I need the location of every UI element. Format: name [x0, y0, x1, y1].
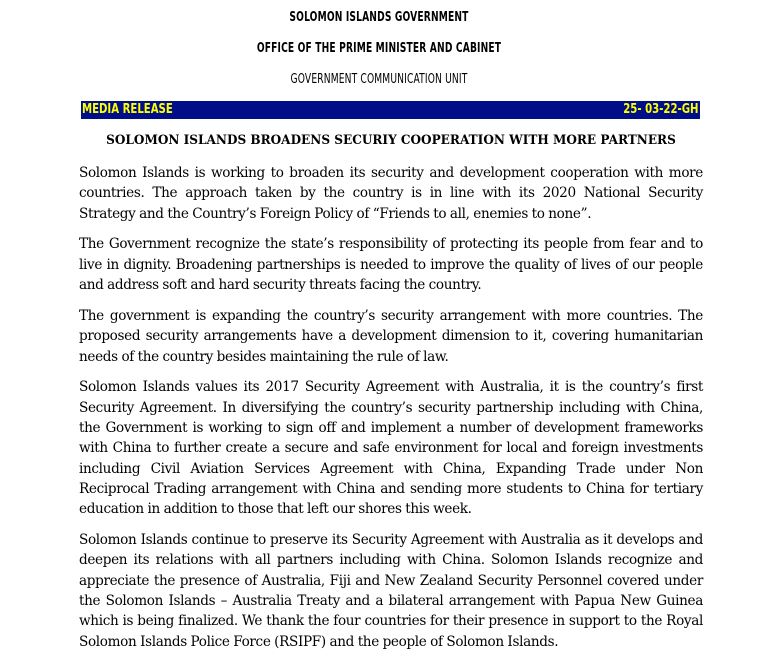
- body-paragraph: Solomon Islands values its 2017 Security Agreement with Australia, it is the country’s first Security Agreement. In diversifying the country’s security partnership including with China, the Government is working to sign off and implement a number of development frameworks with China to further create a secure and safe environment for local and foreign investments including Civil Aviation Services Agreement with China, Expanding Trade under Non Reciprocal Trading arrangement with China and sending more students to China for tertiary education in addition to those that left our shores this week.: [79, 379, 703, 518]
- office-heading: OFFICE OF THE PRIME MINISTER AND CABINET: [256, 41, 502, 56]
- body-paragraph: The government is expanding the country’s security arrangement with more countries. The proposed security arrangements have a development dimension to it, covering humanitarian needs of the country besides maintaining the rule of law.: [79, 307, 703, 365]
- media-release-banner: [81, 101, 700, 119]
- body-paragraph: Solomon Islands is working to broaden its security and development cooperation with more countries. The approach taken by the country is in line with its 2020 National Security Strategy and the Country’s Foreign Policy of “Friends to all, enemies to none”.: [79, 165, 703, 222]
- banner-label: MEDIA RELEASE: [82, 102, 173, 117]
- government-heading: SOLOMON ISLANDS GOVERNMENT: [289, 10, 469, 25]
- body-paragraph: The Government recognize the state’s responsibility of protecting its people from fear and to live in dignity. Broadening partnerships is needed to improve the quality of lives of our people and address soft and hard security threats facing the country.: [79, 236, 703, 294]
- banner-reference: 25- 03-22-GH: [623, 102, 699, 117]
- release-title: SOLOMON ISLANDS BROADENS SECURIY COOPERATION WITH MORE PARTNERS: [106, 133, 676, 148]
- unit-heading: GOVERNMENT COMMUNICATION UNIT: [290, 72, 468, 87]
- release-body: [79, 163, 703, 663]
- body-paragraph: Solomon Islands continue to preserve its Security Agreement with Australia as it develops and deepen its relations with all partners including with China. Solomon Islands recognize and appreciate the presence of Australia, Fiji and New Zealand Security Personnel covered under the Solomon Islands – Australia Treaty and a bilateral arrangement with Papua New Guinea which is being finalized. We thank the four countries for their presence in support to the Royal Solomon Islands Police Force (RSIPF) and the people of Solomon Islands.: [79, 532, 703, 650]
